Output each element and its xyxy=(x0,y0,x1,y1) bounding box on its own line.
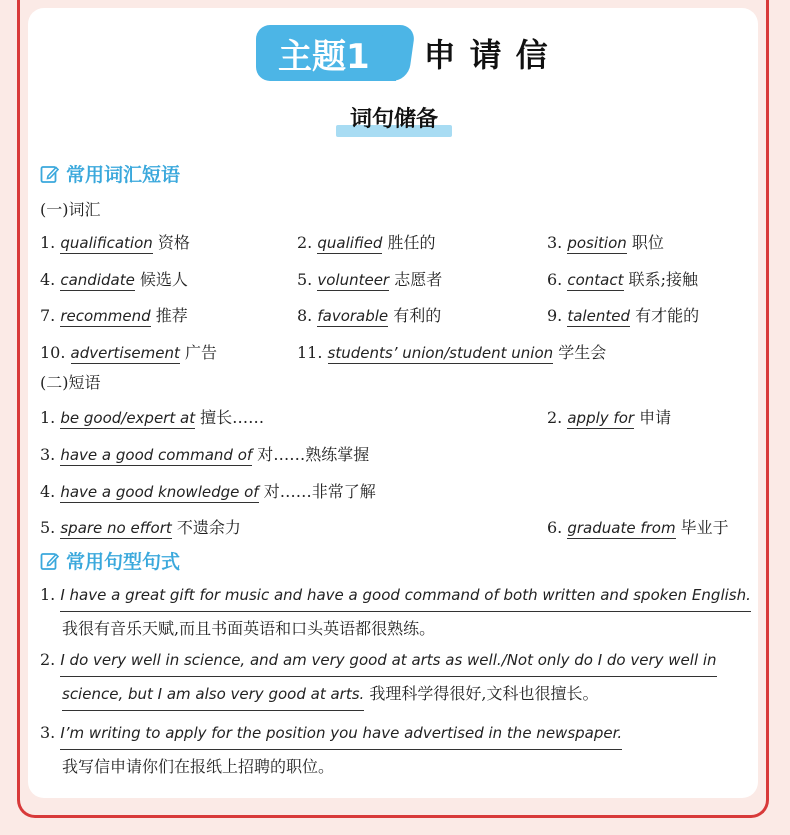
word-chinese: 志愿者 xyxy=(394,270,443,289)
phrase-item xyxy=(547,515,729,538)
word-english: qualified xyxy=(317,234,383,252)
phrase-item xyxy=(40,442,369,465)
phrase-number: 4. xyxy=(40,482,56,501)
word-item xyxy=(547,267,698,290)
words-subheading: (一)词汇 xyxy=(40,200,101,219)
word-number: 10. xyxy=(40,343,66,362)
sentence-chinese: 我写信申请你们在报纸上招聘的职位。 xyxy=(62,757,335,776)
phrase-item xyxy=(547,405,671,428)
word-item xyxy=(297,267,442,290)
word-chinese: 资格 xyxy=(157,233,190,252)
sentence-english: I have a great gift for music and have a good command of both written and spoken English. xyxy=(60,580,751,612)
sentence-number: 3. xyxy=(40,723,56,742)
topic-badge: 主题1 xyxy=(256,25,396,81)
word-chinese: 学生会 xyxy=(558,343,607,362)
word-english: volunteer xyxy=(317,271,390,289)
sentence-2 xyxy=(40,645,750,713)
sentence-english-cont: science, but I am also very good at arts. xyxy=(62,679,364,711)
word-english: students’ union/student union xyxy=(327,344,554,362)
word-english: favorable xyxy=(317,307,389,325)
vocab-heading xyxy=(40,160,180,187)
edit-icon xyxy=(40,164,60,184)
phrase-chinese: 对……非常了解 xyxy=(263,482,376,501)
sentence-1 xyxy=(40,580,750,644)
phrase-number: 5. xyxy=(40,518,56,537)
sentence-english: I do very well in science, and am very good at arts as well./Not only do I do very well in xyxy=(60,645,716,677)
phrase-chinese: 擅长…… xyxy=(200,408,265,427)
phrase-chinese: 对……熟练掌握 xyxy=(257,445,370,464)
phrase-item xyxy=(40,405,264,428)
word-chinese: 有利的 xyxy=(393,306,442,325)
phrase-english: graduate from xyxy=(567,519,676,537)
phrase-number: 2. xyxy=(547,408,563,427)
word-item xyxy=(297,303,441,326)
phrases-subheading: (二)短语 xyxy=(40,373,101,392)
phrase-chinese: 毕业于 xyxy=(680,518,729,537)
word-english: talented xyxy=(567,307,630,325)
phrase-item xyxy=(40,479,376,502)
word-item xyxy=(40,303,188,326)
word-chinese: 有才能的 xyxy=(635,306,700,325)
word-number: 1. xyxy=(40,233,56,252)
phrase-chinese: 不遗余力 xyxy=(176,518,241,537)
sentence-heading xyxy=(40,547,180,574)
word-item xyxy=(547,303,699,326)
phrase-item xyxy=(40,515,241,538)
edit-icon xyxy=(40,551,60,571)
phrase-chinese: 申请 xyxy=(639,408,672,427)
phrase-english: have a good knowledge of xyxy=(60,483,259,501)
word-chinese: 胜任的 xyxy=(387,233,436,252)
word-number: 4. xyxy=(40,270,56,289)
word-english: position xyxy=(567,234,627,252)
word-chinese: 广告 xyxy=(184,343,217,362)
topic-title xyxy=(256,24,562,82)
word-number: 5. xyxy=(297,270,313,289)
sentence-number: 1. xyxy=(40,585,56,604)
word-item xyxy=(40,230,190,253)
word-english: candidate xyxy=(60,271,135,289)
word-number: 2. xyxy=(297,233,313,252)
word-number: 3. xyxy=(547,233,563,252)
word-item xyxy=(297,230,435,253)
phrase-number: 6. xyxy=(547,518,563,537)
word-number: 6. xyxy=(547,270,563,289)
word-item xyxy=(297,340,606,363)
word-chinese: 推荐 xyxy=(155,306,188,325)
phrase-english: have a good command of xyxy=(60,446,253,464)
sentence-heading-text: 常用句型句式 xyxy=(66,551,181,573)
word-english: recommend xyxy=(60,307,151,325)
word-item xyxy=(40,340,217,363)
word-number: 8. xyxy=(297,306,313,325)
word-chinese: 职位 xyxy=(631,233,664,252)
word-number: 7. xyxy=(40,306,56,325)
word-english: contact xyxy=(567,271,624,289)
sentence-3 xyxy=(40,718,750,782)
sentence-chinese: 我很有音乐天赋,而且书面英语和口头英语都很熟练。 xyxy=(62,619,436,638)
word-item xyxy=(40,267,188,290)
word-number: 11. xyxy=(297,343,323,362)
vocab-heading-text: 常用词汇短语 xyxy=(66,164,181,186)
phrase-english: be good/expert at xyxy=(60,409,196,427)
word-english: advertisement xyxy=(70,344,180,362)
section-subtitle xyxy=(336,102,452,133)
sentence-chinese: 我理科学得很好,文科也很擅长。 xyxy=(369,684,599,703)
word-chinese: 候选人 xyxy=(139,270,188,289)
phrase-number: 1. xyxy=(40,408,56,427)
word-english: qualification xyxy=(60,234,153,252)
phrase-english: apply for xyxy=(567,409,635,427)
sentence-number: 2. xyxy=(40,650,56,669)
sentence-english: I’m writing to apply for the position you have advertised in the newspaper. xyxy=(60,718,622,750)
subtitle-text: 词句储备 xyxy=(349,107,438,132)
topic-title-text: 申请信 xyxy=(423,36,562,74)
phrase-english: spare no effort xyxy=(60,519,172,537)
word-number: 9. xyxy=(547,306,563,325)
word-item xyxy=(547,230,664,253)
word-chinese: 联系;接触 xyxy=(628,270,698,289)
phrase-number: 3. xyxy=(40,445,56,464)
